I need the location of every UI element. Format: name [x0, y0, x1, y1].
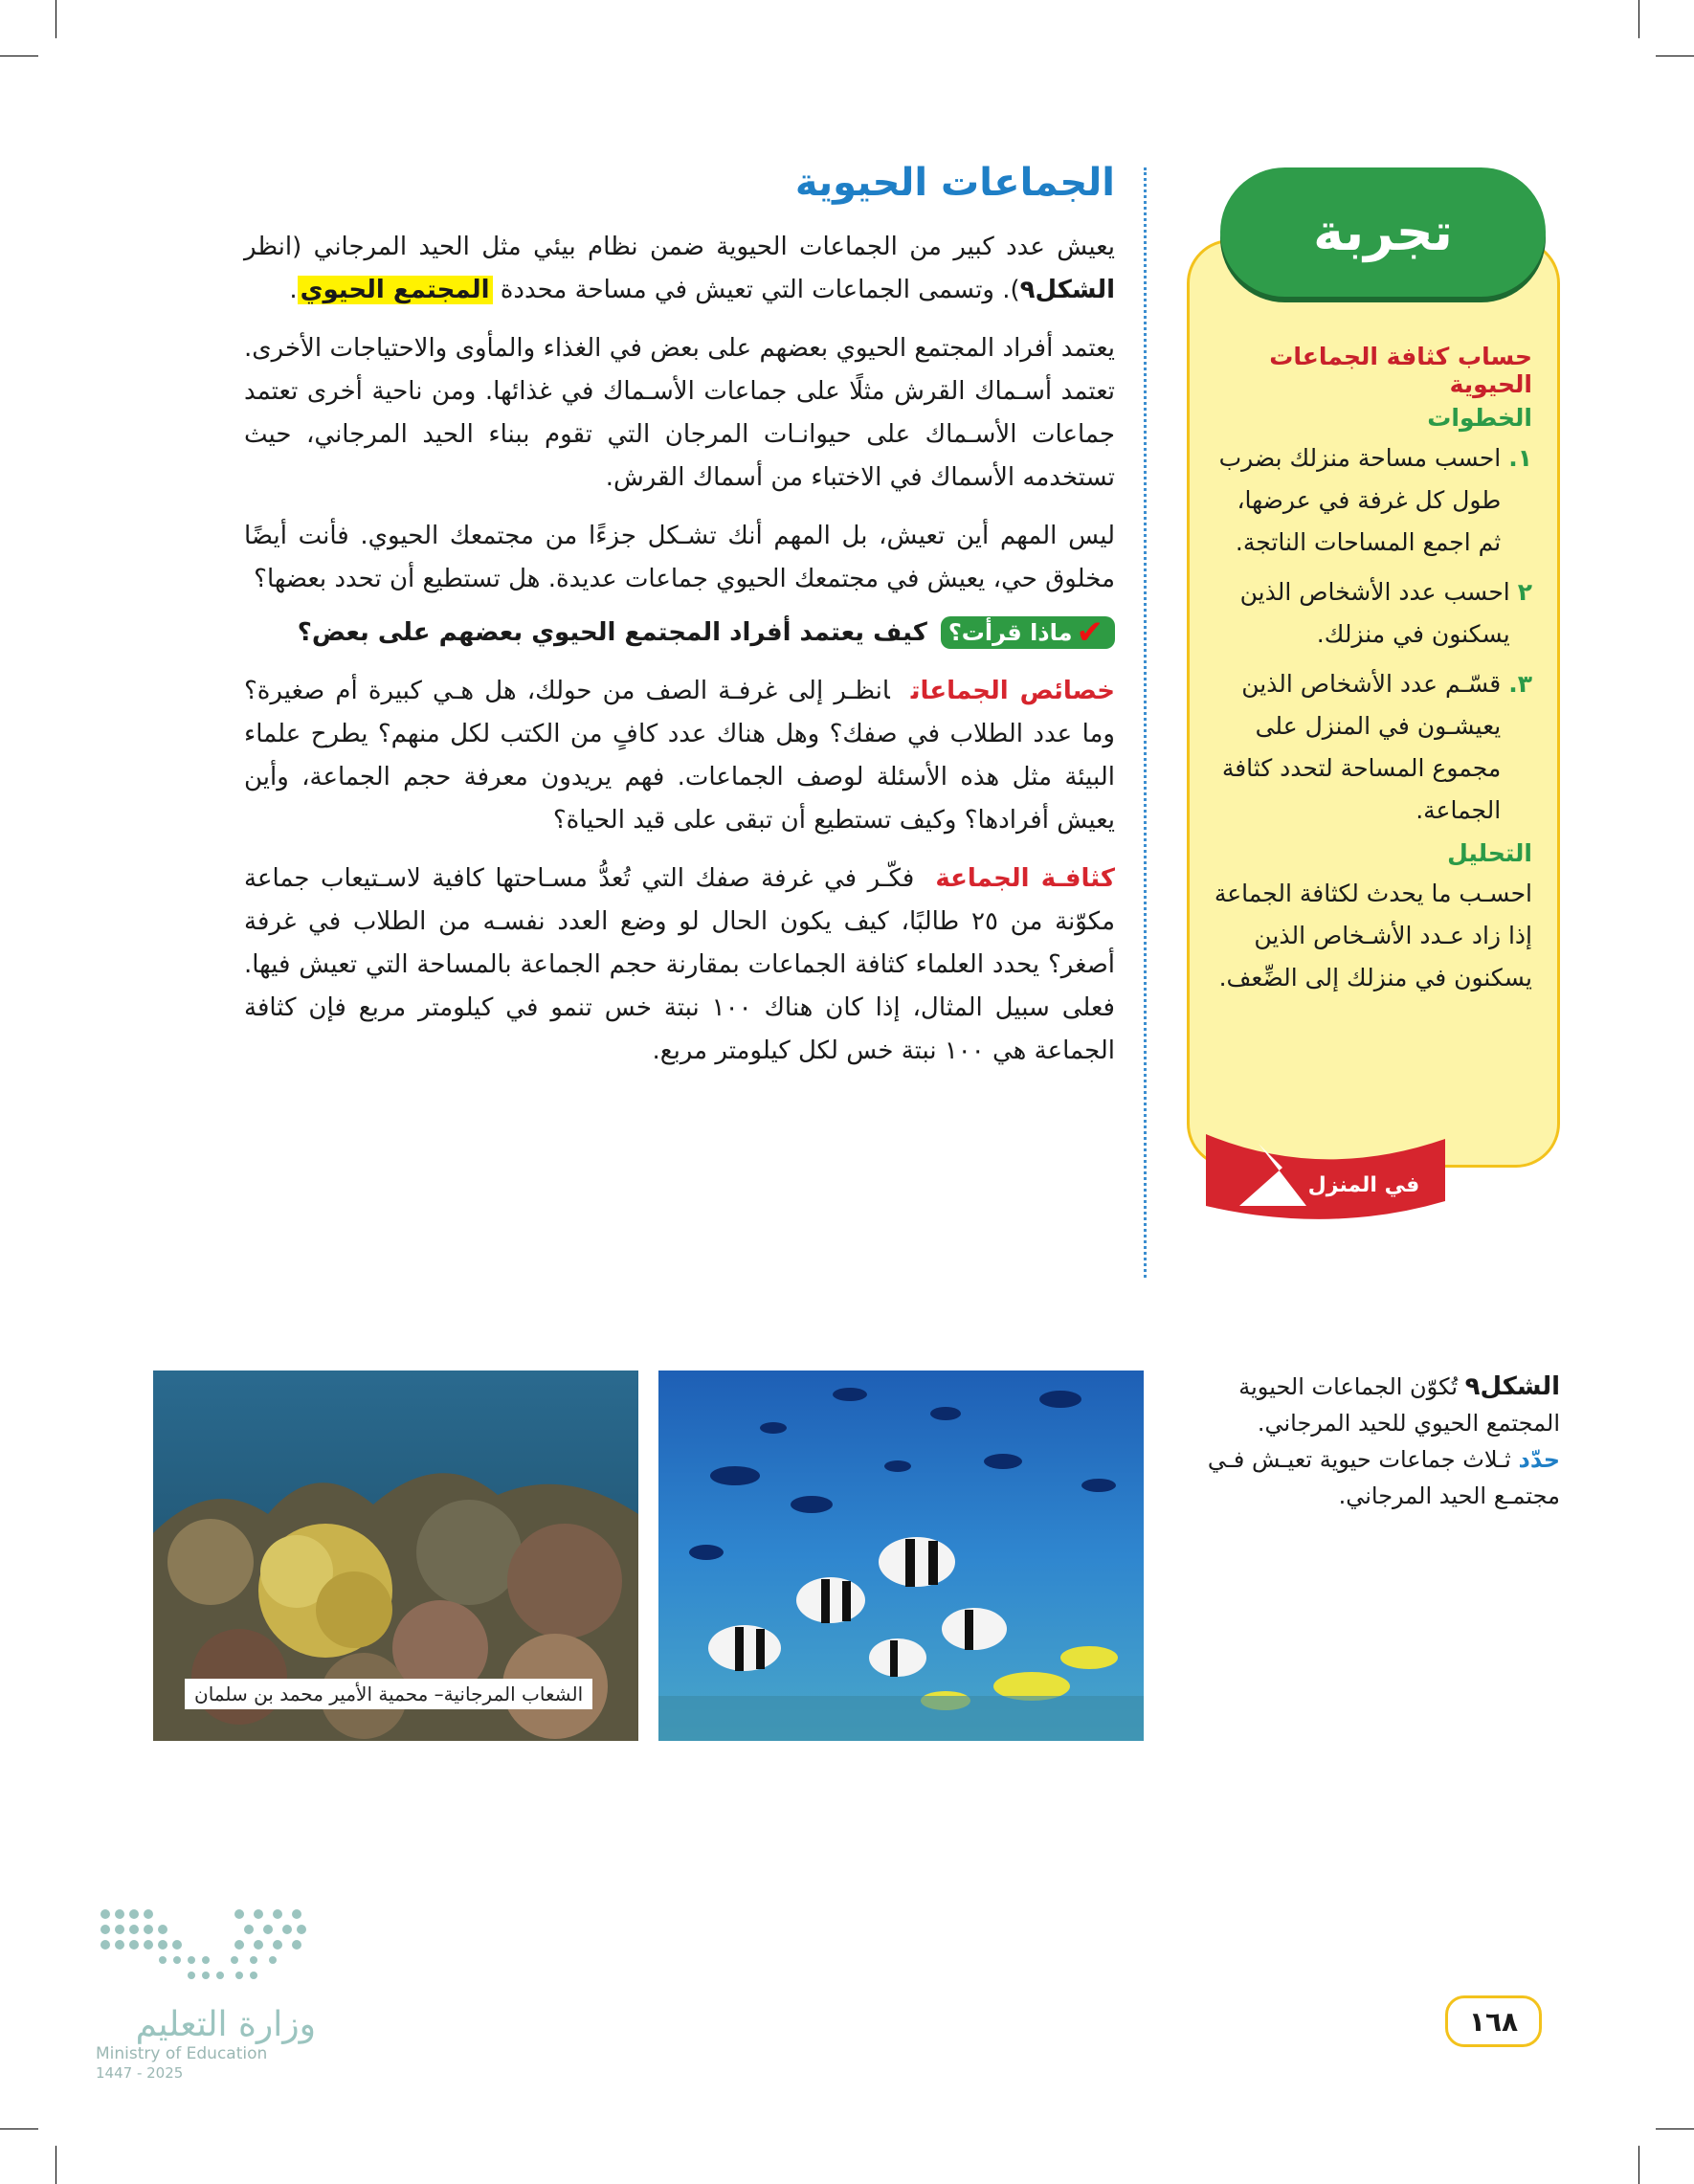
- column-divider: [1144, 167, 1147, 1278]
- text-run: انظـر إلى غرفـة الصف من حولك، هل هـي كبيرة أم صغيرة؟ وما عدد الطلاب في صفك؟ وهل هناك عدد كافٍ من الكتب لكل منهم؟ يطرح علماء البيئة مثل هذه الأسئلة لوصف الجماعات. فهم يريدون معرفة حجم الجماعة، وأين يعيش أفرادها؟ وكيف تستطيع أن تبقى على قيد الحياة؟: [244, 677, 1115, 835]
- figure-caption: [1187, 1369, 1560, 1514]
- reading-check: [244, 613, 1115, 652]
- section-title: الجماعات الحيوية: [794, 161, 1115, 205]
- paragraph-you: ليس المهم أين تعيش، بل المهم أنك تشـكل جزءًا من مجتمعك الحيوي. فأنت أيضًا مخلوق حي، يعيش في مجتمعك الحيوي جماعات عديدة. هل تستطيع أن تحدد بعضها؟: [244, 522, 1115, 593]
- text-run: يعيش عدد كبير من الجماعات الحيوية ضمن نظام بيئي مثل الحيد المرجاني (انظر: [244, 233, 1115, 261]
- activity-badge-label: تجربة: [1313, 202, 1453, 262]
- activity-title: حساب كثافة الجماعات الحيوية: [1269, 343, 1532, 398]
- paragraph-intro: [244, 226, 1115, 312]
- step-text: قسّـم عدد الأشخاص الذين يعيشـون في المنزل على مجموع المساحة لتحدد كثافة الجماعة.: [1221, 670, 1502, 824]
- caption-action-text: ثـلاث جماعات حيوية تعيـش فـي مجتمـع الحيد المرجاني.: [1207, 1446, 1560, 1509]
- reading-check-badge: [941, 613, 1115, 652]
- step-item: [1211, 437, 1532, 564]
- step-number: ١.: [1508, 444, 1532, 472]
- ribbon-label: في المنزل: [1307, 1173, 1420, 1197]
- text-run: فكّـر في غرفة صفك التي تُعدُّ مسـاحتها كافية لاسـتيعاب جماعة مكوّنة من ٢٥ طالبًا، كيف يكون الحال لو وضع العدد نفسـه من الطلاب في غرفة أصغر؟ يحدد العلماء كثافة الجماعات بمقارنة حجم الجماعة بالمساحة التي تعيش فيها. فعلى سبيل المثال، إذا كان هناك ١٠٠ نبتة خس تنمو في كيلومتر مربع فإن كثافة الجماعة هي ١٠٠ نبتة خس لكل كيلومتر مربع.: [244, 864, 1116, 1065]
- caption-label: الشكل٩: [1464, 1372, 1560, 1401]
- activity-badge: [1220, 167, 1546, 297]
- photo-caption-label: الشعاب المرجانية– محمية الأمير محمد بن سلمان: [185, 1679, 592, 1709]
- logo-year-text: 2025 - 1447: [96, 2064, 184, 2082]
- figure-reference[interactable]: الشكل٩: [1019, 276, 1115, 304]
- home-ribbon: [1187, 1115, 1455, 1230]
- steps-heading: الخطوات: [1427, 404, 1532, 432]
- crop-mark: [1638, 0, 1639, 38]
- logo-english-text: Ministry of Education: [96, 2044, 268, 2063]
- step-number: ٢: [1517, 578, 1532, 606]
- check-icon: ✔: [1076, 613, 1103, 652]
- logo-dots-icon: [96, 1905, 316, 2000]
- fish-photo: [658, 1371, 1144, 1741]
- logo-arabic-text: وزارة التعليم: [135, 2005, 316, 2044]
- highlighted-term: المجتمع الحيوي: [298, 276, 493, 304]
- ministry-logo: [96, 1905, 316, 2082]
- analysis-text: احسـب ما يحدث لكثافة الجماعة إذا زاد عـدد الأشـخاص الذين يسكنون في منزلك إلى الضِّعف.: [1214, 880, 1532, 992]
- text-run: ). وتسمى الجماعات التي تعيش في مساحة محددة: [492, 276, 1020, 304]
- inline-heading: كثافـة الجماعة: [935, 864, 1115, 893]
- reading-check-question: كيف يعتمد أفراد المجتمع الحيوي بعضهم على بعض؟: [297, 618, 927, 647]
- crop-mark: [1638, 2146, 1639, 2184]
- caption-action-word: حدّد: [1518, 1446, 1560, 1473]
- fish-illustration: [658, 1371, 1144, 1741]
- main-column: [244, 161, 1115, 1088]
- text-run: .: [289, 276, 298, 304]
- step-item: [1211, 663, 1532, 832]
- paragraph-characteristics: [244, 670, 1115, 842]
- step-item: [1211, 571, 1532, 656]
- caption-text: تُكوّن الجماعات الحيوية المجتمع الحيوي للحيد المرجاني.: [1238, 1373, 1560, 1437]
- reef-photo: [153, 1371, 638, 1741]
- activity-sidebar: [1187, 239, 1560, 1168]
- crop-mark: [1656, 2128, 1694, 2129]
- crop-mark: [0, 2128, 38, 2129]
- page-number: ١٦٨: [1445, 1995, 1542, 2047]
- analysis-heading: التحليل: [1447, 839, 1532, 867]
- inline-heading: خصائص الجماعات: [910, 677, 1115, 705]
- reading-check-label: ماذا قرأت؟: [947, 619, 1073, 646]
- step-text: احسب مساحة منزلك بضرب طول كل غرفة في عرضها، ثم اجمع المساحات الناتجة.: [1218, 444, 1502, 556]
- paragraph-density: [244, 858, 1115, 1073]
- paragraph-dependence: يعتمد أفراد المجتمع الحيوي بعضهم على بعض في الغذاء والمأوى والاحتياجات الأخرى. تعتمد أسـماك القرش مثلًا على جماعات الأسـماك في غذائها. ومن ناحية أخرى تعتمد جماعات الأسـماك على حيوانـات المرجان التي تقوم ببناء الحيد المرجاني، حيث تستخدمه الأسماك في الاختباء من أسماك القرش.: [244, 334, 1115, 492]
- step-number: ٣.: [1508, 670, 1532, 698]
- step-text: احسب عدد الأشخاص الذين يسكنون في منزلك.: [1239, 578, 1510, 648]
